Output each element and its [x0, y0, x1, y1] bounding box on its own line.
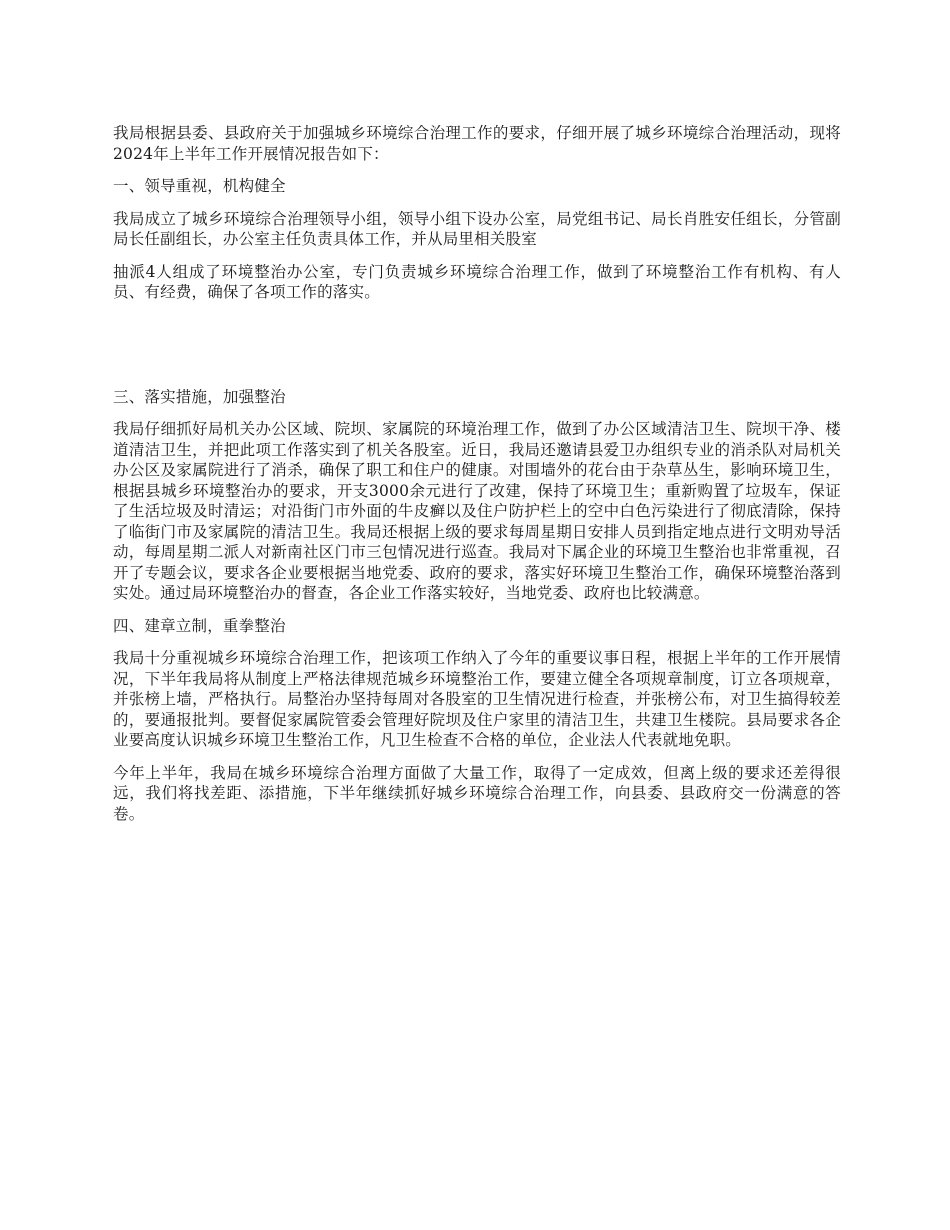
intro-paragraph: 我局根据县委、县政府关于加强城乡环境综合治理工作的要求，仔细开展了城乡环境综合治理活动，现将2024年上半年工作开展情况报告如下： [113, 124, 841, 163]
blank-gap [113, 315, 841, 387]
section-3-heading: 三、落实措施，加强整治 [113, 387, 286, 406]
section-4-heading: 四、建章立制，重拳整治 [113, 616, 286, 635]
section-1-paragraph-1: 我局成立了城乡环境综合治理领导小组，领导小组下设办公室，局党组书记、局长肖胜安任组长，分管副局长任副组长，办公室主任负责具体工作，并从局里相关股室 [113, 209, 841, 248]
section-1-heading: 一、领导重视，机构健全 [113, 177, 286, 195]
section-1-paragraph-2: 抽派4人组成了环境整治办公室，专门负责城乡环境综合治理工作，做到了环境整治工作有机构、有人员、有经费，确保了各项工作的落实。 [113, 262, 841, 301]
section-4-paragraph: 我局十分重视城乡环境综合治理工作，把该项工作纳入了今年的重要议事日程，根据上半年的工作开展情况，下半年我局将从制度上严格法律规范城乡环境整治工作，要建立健全各项规章制度，订立各项规章，并张榜上墙，严格执行。局整治办坚持每周对各股室的卫生情况进行检查，并张榜公布，对卫生搞得较差的，要通报批判。要督促家属院管委会管理好院坝及住户家里的清洁卫生，共建卫生楼院。县局要求各企业要高度认识城乡环境卫生整治工作，凡卫生检查不合格的单位，企业法人代表就地免职。 [113, 649, 841, 749]
conclusion-paragraph: 今年上半年，我局在城乡环境综合治理方面做了大量工作，取得了一定成效，但离上级的要求还差得很远，我们将找差距、添措施，下半年继续抓好城乡环境综合治理工作，向县委、县政府交一份满意的答卷。 [113, 763, 841, 823]
section-3-paragraph: 我局仔细抓好局机关办公区域、院坝、家属院的环境治理工作，做到了办公区域清洁卫生、院坝干净、楼道清洁卫生，并把此项工作落实到了机关各股室。近日，我局还邀请县爱卫办组织专业的消杀队对局机关办公区及家属院进行了消杀，确保了职工和住户的健康。对围墙外的花台由于杂草丛生，影响环境卫生，根据县城乡环境整治办的要求，开支3000余元进行了改建，保持了环境卫生；重新购置了垃圾车，保证了生活垃圾及时清运；对沿街门市外面的牛皮癣以及住户防护栏上的空中白色污染进行了彻底清除，保持了临街门市及家属院的清洁卫生。我局还根据上级的要求每周星期日安排人员到指定地点进行文明劝导活动，每周星期二派人对新南社区门市三包情况进行巡查。我局对下属企业的环境卫生整治也非常重视，召开了专题会议，要求各企业要根据当地党委、政府的要求，落实好环境卫生整治工作，确保环境整治落到实处。通过局环境整治办的督查，各企业工作落实较好，当地党委、政府也比较满意。 [113, 420, 841, 602]
document-body [113, 123, 841, 836]
